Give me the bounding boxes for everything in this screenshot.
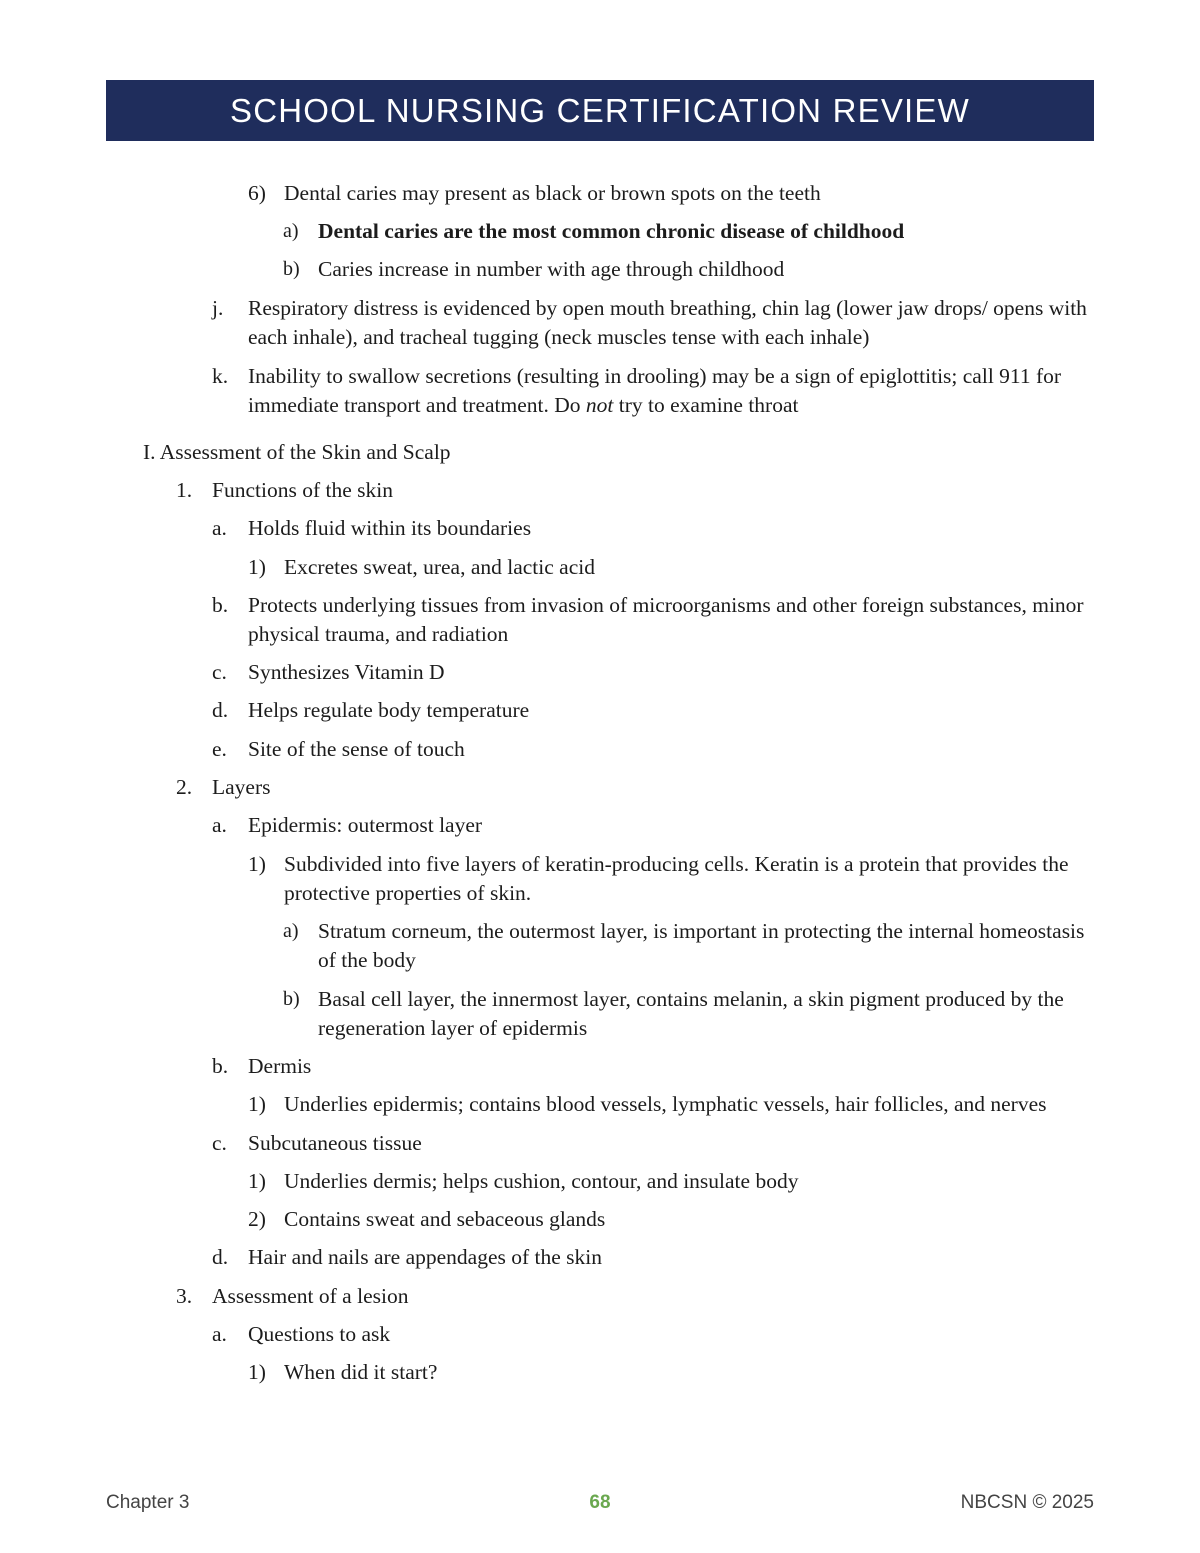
list-item-text: Subdivided into five layers of keratin-producing cells. Keratin is a protein that provides the protective properties of skin. — [284, 852, 1069, 905]
list-item — [212, 696, 1093, 725]
list-item — [283, 255, 1093, 284]
list-item-text: Assessment of a lesion — [212, 1284, 409, 1308]
list-item — [212, 1052, 1093, 1081]
list-marker: d. — [212, 698, 229, 722]
list-marker: 3. — [176, 1284, 193, 1308]
list-item — [248, 1205, 1093, 1234]
list-item — [248, 553, 1093, 582]
list-item-text: Dermis — [248, 1054, 312, 1078]
footer-copyright: NBCSN © 2025 — [960, 1492, 1094, 1513]
list-marker: a. — [212, 516, 227, 540]
list-item — [248, 1358, 1093, 1387]
page-header-title: SCHOOL NURSING CERTIFICATION REVIEW — [230, 91, 970, 129]
list-item — [283, 217, 1093, 246]
list-item-text: Excretes sweat, urea, and lactic acid — [284, 555, 595, 579]
list-item-text: Respiratory distress is evidenced by open mouth breathing, chin lag (lower jaw drops/ opens with each inhale), and tracheal tugging (neck muscles tense with each inhale) — [248, 296, 1087, 349]
text-segment: Inability to swallow secretions (resulting in drooling) may be a sign of epiglottitis; call 911 for immediate transport and treatment. Do — [248, 364, 1062, 417]
list-marker: 1) — [248, 1169, 266, 1193]
list-item — [248, 179, 1093, 208]
footer-chapter: Chapter 3 — [106, 1492, 190, 1513]
list-item-text: Dental caries are the most common chronic disease of childhood — [318, 219, 905, 243]
list-item-text: Holds fluid within its boundaries — [248, 516, 532, 540]
text-segment: try to examine throat — [613, 393, 799, 417]
list-item-text: Underlies dermis; helps cushion, contour, and insulate body — [284, 1169, 799, 1193]
list-marker: a) — [283, 920, 299, 942]
list-item-text: Underlies epidermis; contains blood vessels, lymphatic vessels, hair follicles, and nerves — [284, 1092, 1047, 1116]
list-marker: 1. — [176, 478, 193, 502]
list-marker: 1) — [248, 555, 266, 579]
list-item — [248, 1167, 1093, 1196]
list-item — [176, 476, 1093, 505]
list-item — [212, 294, 1093, 352]
list-item-text: Questions to ask — [248, 1322, 391, 1346]
list-marker: 6) — [248, 181, 266, 205]
list-item — [176, 1282, 1093, 1311]
list-marker: 1) — [248, 1360, 266, 1384]
list-item — [212, 735, 1093, 764]
footer-page-number: 68 — [589, 1492, 611, 1513]
list-marker: d. — [212, 1245, 229, 1269]
list-item — [176, 773, 1093, 802]
list-item-text: Hair and nails are appendages of the skin — [248, 1245, 603, 1269]
list-item — [283, 917, 1093, 975]
list-item-text: Site of the sense of touch — [248, 737, 465, 761]
page-header-banner — [106, 80, 1094, 141]
list-item — [212, 362, 1093, 420]
list-item-text: Caries increase in number with age through childhood — [318, 257, 785, 281]
list-marker: c. — [212, 1131, 227, 1155]
list-item-text: Subcutaneous tissue — [248, 1131, 422, 1155]
list-marker: 1) — [248, 852, 266, 876]
list-item — [212, 1129, 1093, 1158]
list-marker: a. — [212, 1322, 227, 1346]
list-marker: b. — [212, 1054, 229, 1078]
list-item-text — [248, 362, 1093, 420]
list-marker: 2) — [248, 1207, 266, 1231]
list-marker: b) — [283, 988, 300, 1010]
list-item-text: Stratum corneum, the outermost layer, is important in protecting the internal homeostasis of the body — [318, 919, 1085, 972]
list-item — [212, 1243, 1093, 1272]
list-item — [248, 850, 1093, 908]
list-marker: k. — [212, 364, 229, 388]
list-marker: b) — [283, 258, 300, 280]
list-marker: a. — [212, 813, 227, 837]
list-marker: c. — [212, 660, 227, 684]
list-marker: a) — [283, 220, 299, 242]
list-item-text: Dental caries may present as black or brown spots on the teeth — [284, 181, 821, 205]
list-marker: e. — [212, 737, 227, 761]
list-item — [212, 514, 1093, 543]
list-item-text: Protects underlying tissues from invasion of microorganisms and other foreign substances, minor physical trauma, and radiation — [248, 593, 1084, 646]
list-item — [212, 1320, 1093, 1349]
list-item-text: Synthesizes Vitamin D — [248, 660, 445, 684]
list-marker: 2. — [176, 775, 193, 799]
list-item-text: Epidermis: outermost layer — [248, 813, 483, 837]
section-heading — [143, 438, 1093, 467]
list-item-text: Helps regulate body temperature — [248, 698, 530, 722]
list-marker: 1) — [248, 1092, 266, 1116]
list-marker: b. — [212, 593, 229, 617]
list-item-text: When did it start? — [284, 1360, 438, 1384]
list-item-text: Basal cell layer, the innermost layer, contains melanin, a skin pigment produced by the regeneration layer of epidermis — [318, 987, 1064, 1040]
list-marker: j. — [212, 296, 224, 320]
list-item-text: Functions of the skin — [212, 478, 393, 502]
emphasis-text: not — [585, 393, 614, 417]
list-item — [283, 985, 1093, 1043]
list-item — [212, 591, 1093, 649]
list-item-text: Contains sweat and sebaceous glands — [284, 1207, 606, 1231]
section-heading-text: I. Assessment of the Skin and Scalp — [143, 440, 451, 464]
list-item — [248, 1090, 1093, 1119]
list-item-text: Layers — [212, 775, 271, 799]
list-item — [212, 811, 1093, 840]
list-item — [212, 658, 1093, 687]
